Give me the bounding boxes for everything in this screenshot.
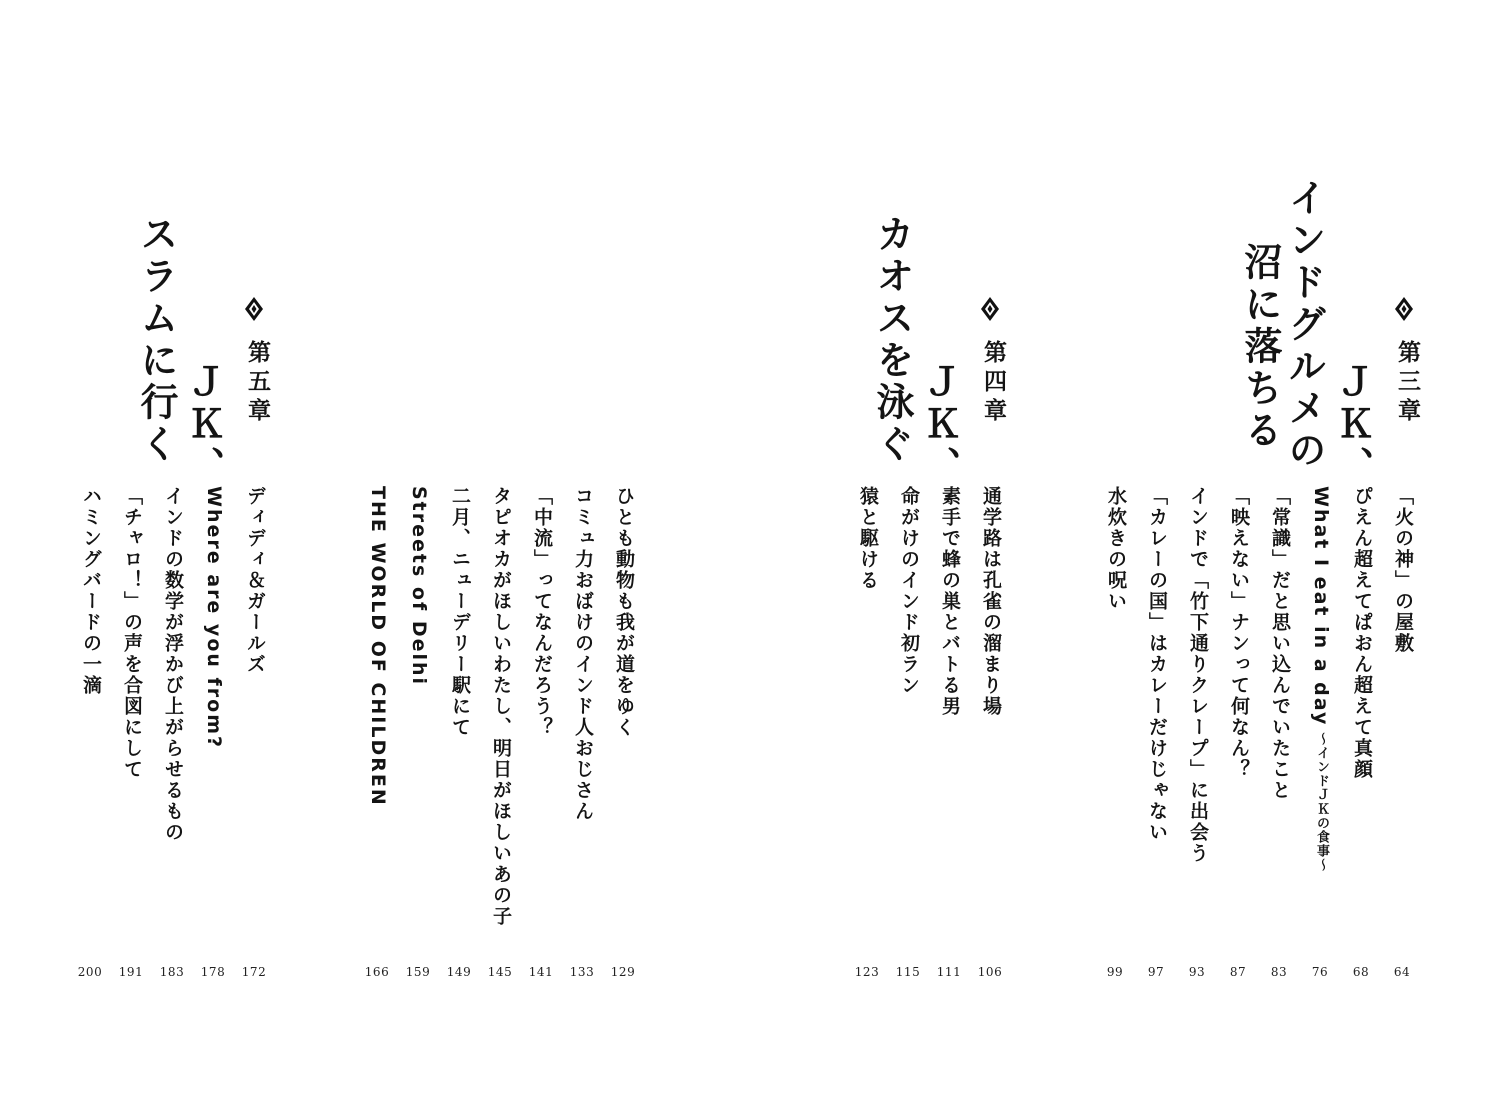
- toc-entry-title[interactable]: ぴえん超えてぱおん超えて真顔: [1351, 486, 1373, 780]
- toc-entry-title[interactable]: タピオカがほしいわたし、明日がほしいあの子: [490, 486, 512, 927]
- toc-entry-title[interactable]: 「カレーの国」はカレーだけじゃない: [1146, 486, 1168, 843]
- toc-entry-title[interactable]: [1310, 486, 1332, 872]
- toc-entry-title[interactable]: 素手で蜂の巣とバトる男: [939, 486, 961, 717]
- page-number: 99: [1106, 965, 1124, 979]
- toc-entry-title[interactable]: ハミングバードの一滴: [80, 486, 102, 696]
- diamond-ornament-icon: [243, 296, 265, 322]
- toc-entry-title[interactable]: コミュ力おばけのインド人おじさん: [572, 486, 594, 822]
- chapter-number: 第五章: [244, 340, 270, 427]
- chapter-title-line: カオスを泳ぐ: [870, 214, 914, 466]
- page-number: 106: [977, 965, 1003, 979]
- toc-entry-title[interactable]: 通学路は孔雀の溜まり場: [980, 486, 1002, 717]
- diamond-ornament-icon: [979, 296, 1001, 322]
- toc-entry-subtitle: ～インドＪＫの食事～: [1314, 732, 1329, 873]
- page-number: 68: [1352, 965, 1370, 979]
- page-number: 76: [1311, 965, 1329, 979]
- chapter-title-line: ＪＫ、: [917, 362, 961, 488]
- chapter-title-line: ＪＫ、: [1330, 362, 1374, 488]
- page-number: 172: [241, 965, 267, 979]
- page-number: 183: [159, 965, 185, 979]
- diamond-ornament-icon: [1393, 296, 1415, 322]
- page-number: 145: [487, 965, 513, 979]
- toc-entry-title[interactable]: ひとも動物も我が道をゆく: [613, 486, 635, 738]
- page-number: 133: [569, 965, 595, 979]
- page-number: 87: [1229, 965, 1247, 979]
- page-number: 123: [854, 965, 880, 979]
- toc-entry-title[interactable]: インドの数学が浮かび上がらせるもの: [162, 486, 184, 843]
- toc-entry-title[interactable]: 猿と駆ける: [857, 486, 879, 591]
- page-number: 93: [1188, 965, 1206, 979]
- page-number: 191: [118, 965, 144, 979]
- toc-entry-main: What I eat in a day: [1310, 486, 1332, 727]
- toc-entry-title[interactable]: Where are you from?: [203, 486, 225, 750]
- toc-entry-title[interactable]: 命がけのインド初ラン: [898, 486, 920, 696]
- toc-entry-title[interactable]: 「火の神」の屋敷: [1392, 486, 1414, 654]
- chapter-number: 第四章: [980, 340, 1006, 427]
- toc-entry-title[interactable]: 水炊きの呪い: [1105, 486, 1127, 612]
- toc-entry-title[interactable]: 「常識」だと思い込んでいたこと: [1269, 486, 1291, 801]
- toc-entry-title[interactable]: THE WORLD OF CHILDREN: [367, 486, 389, 807]
- chapter-title-line: スラムに行く: [134, 214, 178, 466]
- page-number: 111: [936, 965, 962, 979]
- page-number: 83: [1270, 965, 1288, 979]
- toc-entry-title[interactable]: 二月、ニューデリー駅にて: [449, 486, 471, 738]
- page-number: 129: [610, 965, 636, 979]
- toc-entry-title[interactable]: 「映えない」ナンって何なん？: [1228, 486, 1250, 780]
- page-number: 200: [77, 965, 103, 979]
- page-number: 178: [200, 965, 226, 979]
- toc-entry-title[interactable]: 「中流」ってなんだろう？: [531, 486, 553, 738]
- toc-entry-title[interactable]: インドで「竹下通りクレープ」に出会う: [1187, 486, 1209, 864]
- chapter-title-line: ＪＫ、: [181, 362, 225, 488]
- page-number: 141: [528, 965, 554, 979]
- page-number: 97: [1147, 965, 1165, 979]
- page-number: 115: [895, 965, 921, 979]
- page-number: 166: [364, 965, 390, 979]
- page-number: 149: [446, 965, 472, 979]
- chapter-number: 第三章: [1394, 340, 1420, 427]
- toc-entry-title[interactable]: 「チャロ！」の声を合図にして: [121, 486, 143, 780]
- chapter-title-line: インドグルメの: [1282, 178, 1326, 472]
- toc-entry-title[interactable]: Streets of Delhi: [408, 486, 430, 687]
- chapter-title-line: 沼に落ちる: [1238, 242, 1282, 452]
- toc-entry-title[interactable]: ディディ＆ガールズ: [244, 486, 266, 675]
- page-number: 64: [1393, 965, 1411, 979]
- page-number: 159: [405, 965, 431, 979]
